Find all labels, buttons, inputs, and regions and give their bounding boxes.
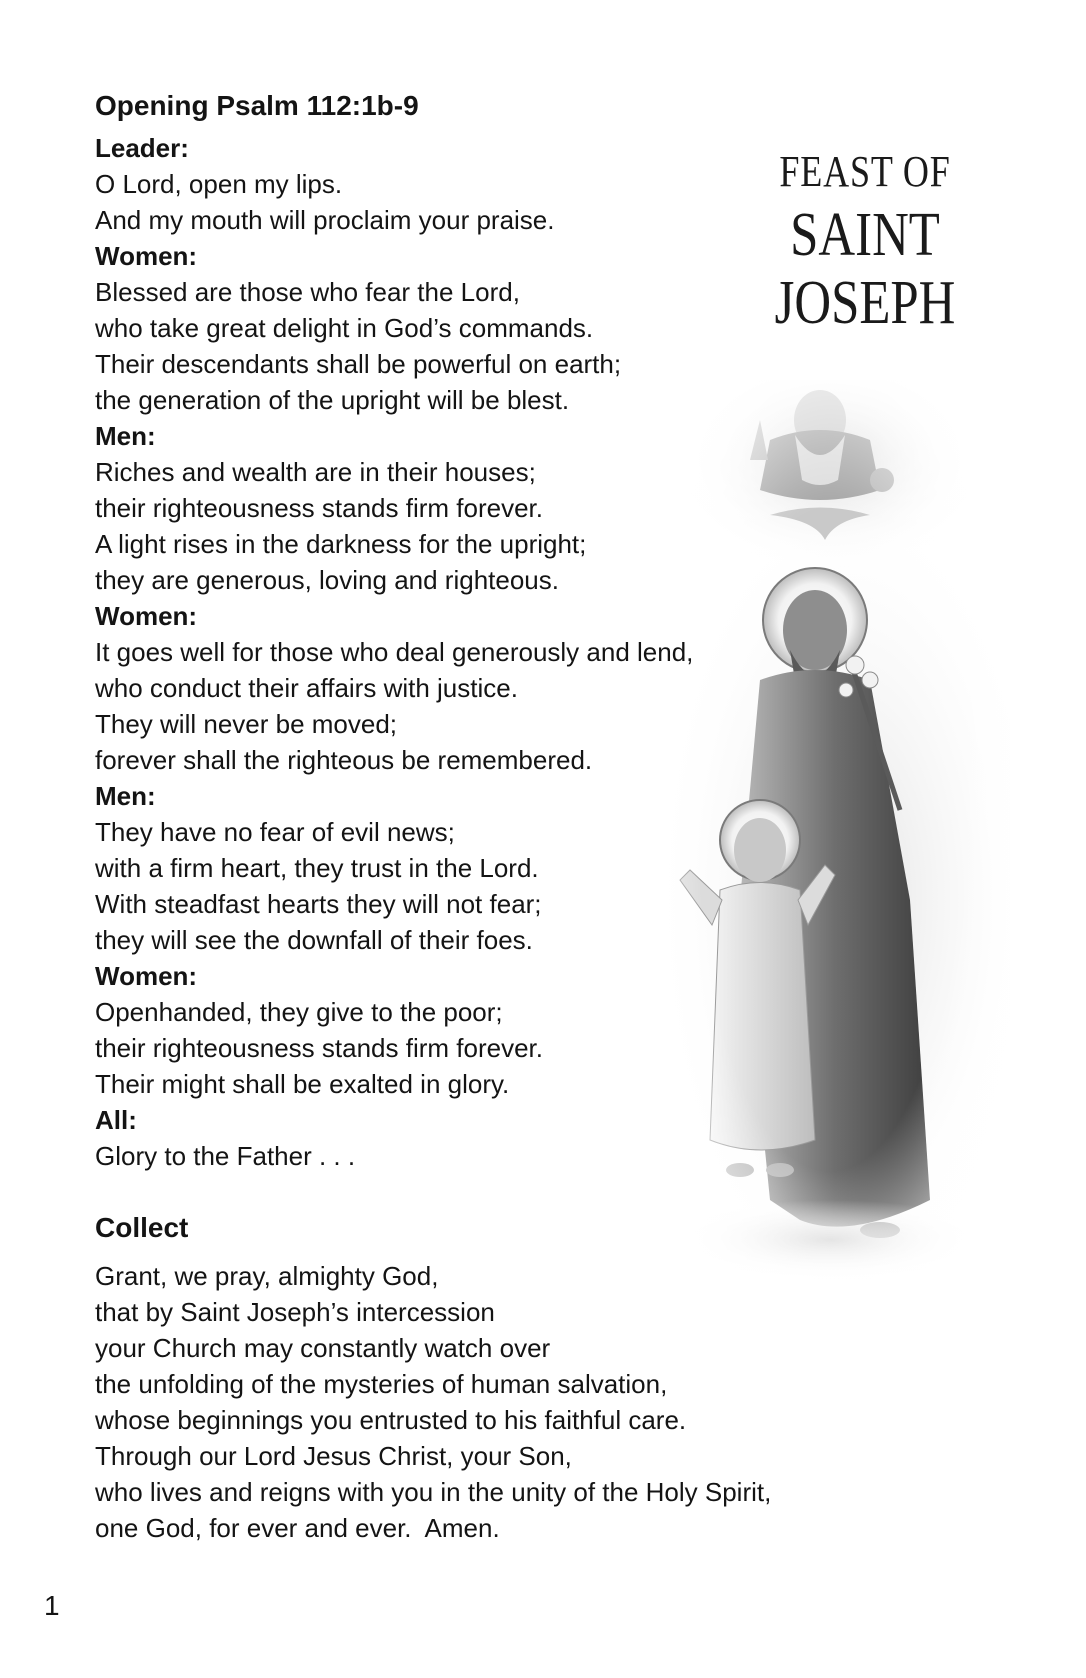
psalm-section: [95, 958, 955, 1102]
psalm-line: they are generous, loving and righteous.: [95, 565, 559, 595]
psalm-line: A light rises in the darkness for the upright;: [95, 529, 587, 559]
psalm-line: And my mouth will proclaim your praise.: [95, 205, 555, 235]
psalm-body: [95, 130, 955, 1174]
psalm-line: They have no fear of evil news;: [95, 817, 455, 847]
collect-heading: Collect: [95, 1212, 189, 1243]
speaker-label: Women:: [95, 601, 198, 631]
page-number: 1: [44, 1590, 60, 1621]
psalm-section: [95, 238, 955, 418]
collect-line: one God, for ever and ever. Amen.: [95, 1513, 500, 1543]
psalm-line: Their might shall be exalted in glory.: [95, 1069, 510, 1099]
collect-line: that by Saint Joseph’s intercession: [95, 1297, 495, 1327]
collect-line: whose beginnings you entrusted to his faithful care.: [95, 1405, 687, 1435]
collect-body: [95, 1258, 955, 1546]
psalm-line: O Lord, open my lips.: [95, 169, 343, 199]
collect-line: Grant, we pray, almighty God,: [95, 1261, 439, 1291]
psalm-line: Openhanded, they give to the poor;: [95, 997, 503, 1027]
speaker-label: Leader:: [95, 133, 189, 163]
psalm-line: who conduct their affairs with justice.: [95, 673, 518, 703]
collect-line: who lives and reigns with you in the unity of the Holy Spirit,: [95, 1477, 772, 1507]
psalm-line: forever shall the righteous be remembered.: [95, 745, 593, 775]
psalm-line: who take great delight in God’s commands.: [95, 313, 594, 343]
feast-title-line1: FEAST OF: [779, 147, 951, 196]
psalm-line: Blessed are those who fear the Lord,: [95, 277, 520, 307]
psalm-section: [95, 1102, 955, 1174]
text-column: [95, 88, 955, 1546]
psalm-line: the generation of the upright will be blest.: [95, 385, 570, 415]
psalm-section: [95, 778, 955, 958]
speaker-label: All:: [95, 1105, 137, 1135]
psalm-section: [95, 130, 955, 238]
psalm-line: Glory to the Father . . .: [95, 1141, 356, 1171]
psalm-line: With steadfast hearts they will not fear;: [95, 889, 542, 919]
speaker-label: Men:: [95, 781, 156, 811]
psalm-line: It goes well for those who deal generously and lend,: [95, 637, 694, 667]
psalm-section: [95, 598, 955, 778]
speaker-label: Women:: [95, 961, 198, 991]
feast-title-line3: JOSEPH: [774, 269, 956, 337]
psalm-line: they will see the downfall of their foes.: [95, 925, 533, 955]
psalm-heading: Opening Psalm 112:1b-9: [95, 90, 419, 121]
psalm-line: They will never be moved;: [95, 709, 398, 739]
collect-line: your Church may constantly watch over: [95, 1333, 551, 1363]
psalm-line: with a firm heart, they trust in the Lord.: [95, 853, 539, 883]
psalm-line: their righteousness stands firm forever.: [95, 493, 543, 523]
feast-title-line2: SAINT: [790, 201, 940, 269]
speaker-label: Men:: [95, 421, 156, 451]
collect-line: the unfolding of the mysteries of human salvation,: [95, 1369, 668, 1399]
psalm-line: Their descendants shall be powerful on earth;: [95, 349, 622, 379]
psalm-section: [95, 418, 955, 598]
speaker-label: Women:: [95, 241, 198, 271]
psalm-line: Riches and wealth are in their houses;: [95, 457, 536, 487]
psalm-line: their righteousness stands firm forever.: [95, 1033, 543, 1063]
collect-line: Through our Lord Jesus Christ, your Son,: [95, 1441, 572, 1471]
